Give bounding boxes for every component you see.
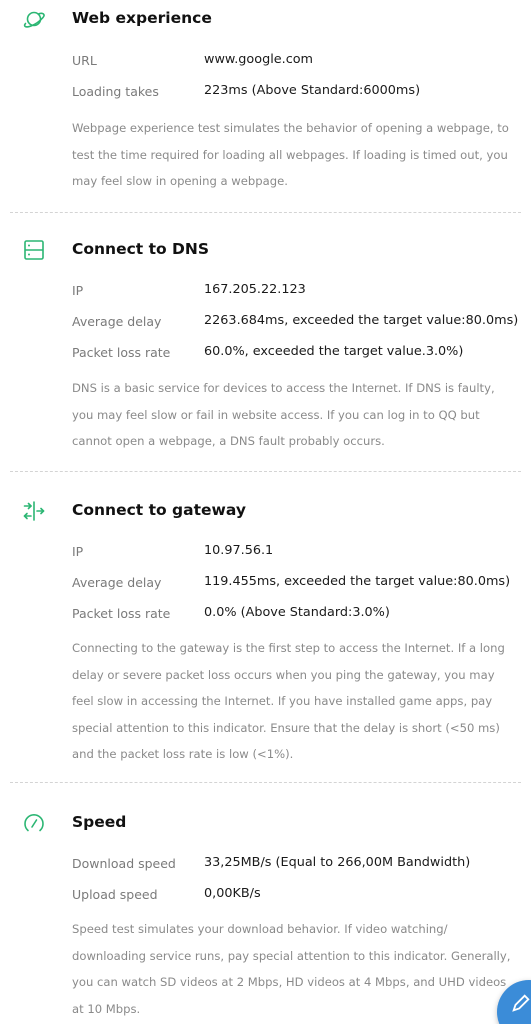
row-label: Average delay: [72, 575, 162, 590]
web-experience-header: [0, 0, 531, 40]
section-title: Connect to DNS: [72, 240, 210, 258]
row-label: Upload speed: [72, 887, 158, 902]
speed-section: [0, 804, 531, 1024]
section-title: Web experience: [72, 9, 212, 27]
average-delay-row: [0, 311, 531, 335]
section-title: Connect to gateway: [72, 501, 246, 519]
section-description: Speed test simulates your download behavior. If video watching/ downloading service runs, pay special attention to this indicator. Generally, you can watch SD videos at 2 Mbps, HD videos at 4 Mbps, and UHD videos at 10 Mbps.: [72, 922, 511, 1016]
url-row: [0, 50, 531, 74]
section-divider: [10, 212, 521, 213]
row-value: 0,00KB/s: [204, 886, 261, 901]
speedometer-icon: [22, 811, 46, 835]
gateway-section: [0, 492, 531, 777]
section-title: Speed: [72, 813, 127, 831]
row-value: 33,25MB/s (Equal to 266,00M Bandwidth): [204, 855, 471, 870]
server-icon: [22, 238, 46, 262]
section-description: Webpage experience test simulates the behavior of opening a webpage, to test the time required for loading all webpages. If loading is timed out, you may feel slow in opening a webpage.: [72, 121, 509, 188]
section-divider: [10, 471, 521, 472]
download-speed-row: [0, 853, 531, 877]
section-divider: [10, 782, 521, 783]
row-value: 167.205.22.123: [204, 282, 306, 297]
section-description: Connecting to the gateway is the first step to access the Internet. If a long delay or severe packet loss occurs when you ping the gateway, you may feel slow in accessing the Internet. If you have installed game apps, pay special attention to this indicator. Ensure that the delay is short (<50 ms) and the packet loss rate is low (<1%).: [72, 641, 505, 761]
upload-speed-row: [0, 884, 531, 908]
row-value: 60.0%, exceeded the target value.3.0%): [204, 344, 464, 359]
row-label: URL: [72, 53, 97, 68]
row-label: IP: [72, 283, 84, 298]
row-label: Loading takes: [72, 84, 159, 99]
gateway-header: [0, 492, 531, 532]
row-value: www.google.com: [204, 52, 314, 67]
row-value: 223ms (Above Standard:6000ms): [204, 83, 421, 98]
row-value: 0.0% (Above Standard:3.0%): [204, 605, 390, 620]
ip-row: [0, 280, 531, 304]
packet-loss-row: [0, 342, 531, 366]
pencil-icon: [510, 992, 531, 1014]
loading-row: [0, 81, 531, 105]
section-description: DNS is a basic service for devices to access the Internet. If DNS is faulty, you may feel slow or fail in website access. If you can log in to QQ but cannot open a webpage, a DNS fault probably occurs.: [72, 381, 495, 448]
ip-row: [0, 541, 531, 565]
packet-loss-row: [0, 603, 531, 627]
row-label: IP: [72, 544, 84, 559]
dns-header: [0, 231, 531, 271]
row-label: Packet loss rate: [72, 606, 171, 621]
average-delay-row: [0, 572, 531, 596]
gateway-arrows-icon: [22, 499, 46, 523]
row-label: Download speed: [72, 856, 176, 871]
dns-section: [0, 231, 531, 471]
row-value: 2263.684ms, exceeded the target value:80.0ms): [204, 313, 519, 328]
row-value: 10.97.56.1: [204, 543, 274, 558]
row-value: 119.455ms, exceeded the target value:80.0ms): [204, 574, 511, 589]
row-label: Average delay: [72, 314, 162, 329]
web-experience-section: [0, 0, 531, 212]
planet-icon: [22, 7, 46, 31]
speed-header: [0, 804, 531, 844]
row-label: Packet loss rate: [72, 345, 171, 360]
